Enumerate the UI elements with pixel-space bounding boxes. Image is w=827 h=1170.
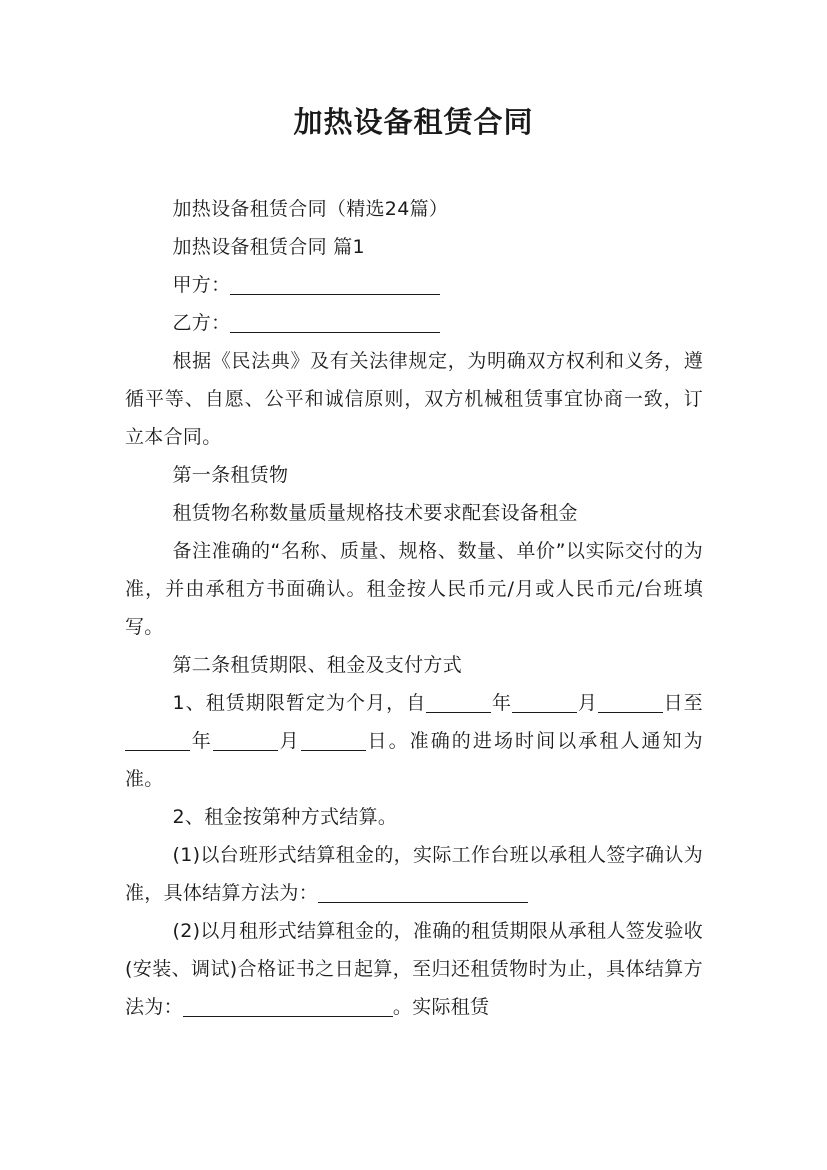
- clause1-paragraph: [125, 684, 703, 798]
- party-b-blank: [230, 310, 440, 333]
- clause1-text-b: 日。准确的进场时间以承租人通知为准。: [125, 730, 703, 790]
- start-year-unit: 年: [491, 692, 513, 714]
- start-month-blank: [512, 690, 577, 713]
- article1-title: 第一条租赁物: [172, 464, 289, 486]
- start-year-blank: [426, 690, 491, 713]
- party-a-blank: [230, 272, 440, 295]
- settlement-method-blank-2: [183, 994, 393, 1017]
- clause2-paragraph: 2、租金按第种方式结算。: [172, 806, 398, 828]
- start-day-blank: [598, 690, 663, 713]
- end-month-unit: 月: [277, 730, 301, 752]
- party-a-label: 甲方：: [172, 274, 231, 296]
- clause2-1-text: (1)以台班形式结算租金的，实际工作台班以承租人签字确认为准，具体结算方法为：: [125, 844, 703, 904]
- document-body: [125, 190, 703, 1026]
- end-day-blank: [301, 728, 366, 751]
- clause2-1-paragraph: [125, 836, 703, 912]
- intro-paragraph: 根据《民法典》及有关法律规定，为明确双方权利和义务，遵循平等、自愿、公平和诚信原则，双方机械租赁事宜协商一致，订立本合同。: [125, 350, 703, 448]
- clause1-text-a: 1、租赁期限暂定为个月，自: [172, 692, 427, 714]
- clause2-2-text-b: 。实际租赁: [392, 996, 490, 1018]
- end-month-blank: [213, 728, 278, 751]
- article2-title: 第二条租赁期限、租金及支付方式: [172, 654, 463, 676]
- clause2-2-paragraph: [125, 912, 703, 1026]
- document-title: 加热设备租赁合同: [293, 105, 534, 139]
- article1-note: 备注准确的“名称、质量、规格、数量、单价”以实际交付的为准，并由承租方书面确认。租金按人民币元/月或人民币元/台班填写。: [125, 540, 703, 638]
- party-b-line: [125, 304, 703, 342]
- article1-items: 租赁物名称数量质量规格技术要求配套设备租金: [172, 502, 578, 524]
- day-to-text: 日至: [662, 692, 703, 714]
- party-b-label: 乙方：: [172, 312, 231, 334]
- end-year-blank: [125, 728, 190, 751]
- settlement-method-blank-1: [318, 880, 528, 903]
- start-month-unit: 月: [577, 692, 598, 714]
- party-a-line: [125, 266, 703, 304]
- part-label: 加热设备租赁合同 篇1: [172, 236, 365, 258]
- end-year-unit: 年: [190, 730, 213, 752]
- clause2-2-text-a: (2)以月租形式结算租金的，准确的租赁期限从承租人签发验收(安装、调试)合格证书之日起算，至归还租赁物时为止，具体结算方法为：: [125, 920, 703, 1018]
- document-heading: 加热设备租赁合同（精选24篇）: [172, 198, 449, 220]
